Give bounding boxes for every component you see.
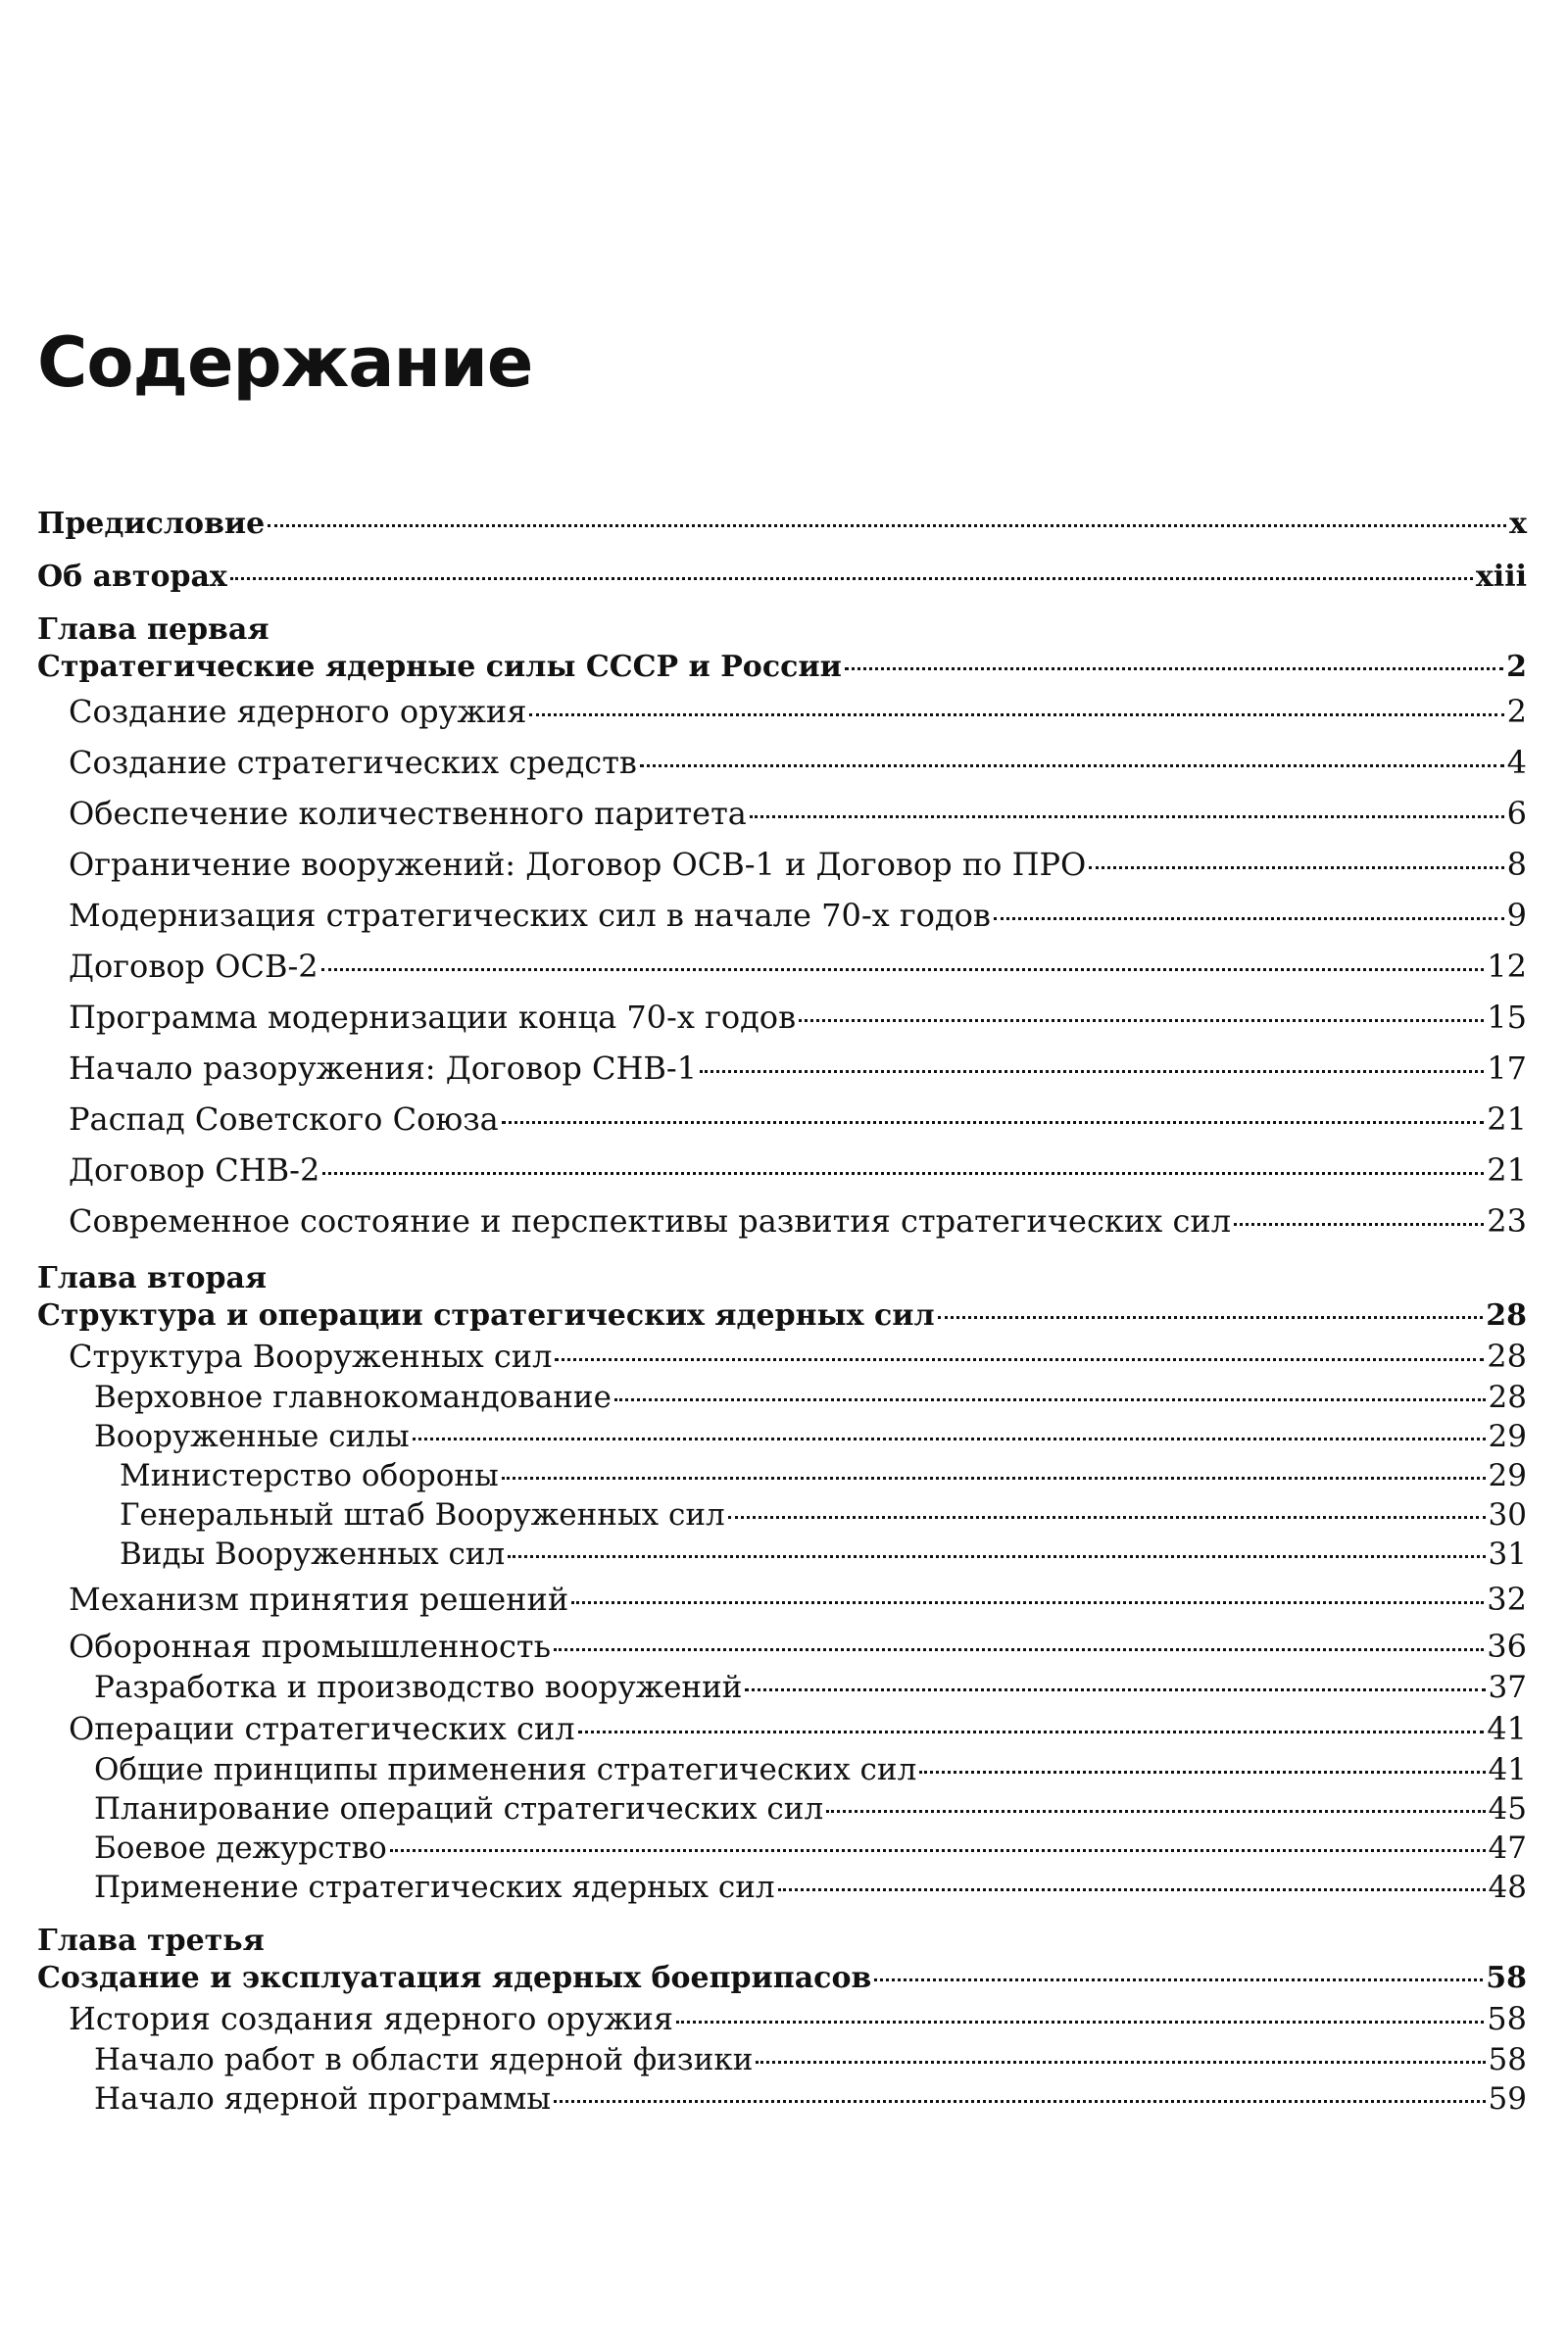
toc-page-number: 58 (1487, 2000, 1527, 2037)
toc-entry-about-authors[interactable] (37, 557, 1527, 598)
toc-entry[interactable] (37, 1707, 1527, 1750)
toc-entry-label: Вооруженные силы (94, 1419, 410, 1454)
toc-page-number: 21 (1487, 1100, 1527, 1138)
dot-leader (529, 713, 1503, 716)
toc-entry[interactable] (37, 839, 1527, 890)
toc-entry[interactable] (37, 1535, 1527, 1574)
toc-page-number: 29 (1488, 1419, 1527, 1454)
chapter-caption: Глава вторая (37, 1261, 268, 1295)
toc-entry[interactable] (37, 1997, 1527, 2040)
dot-leader (554, 1648, 1484, 1651)
toc-page-number: 21 (1487, 1151, 1527, 1189)
toc-entry-label: Обеспечение количественного паритета (69, 795, 747, 832)
table-of-contents (37, 504, 1527, 2119)
toc-entry[interactable] (37, 890, 1527, 941)
toc-entry[interactable] (37, 992, 1527, 1043)
dot-leader (413, 1438, 1486, 1440)
chapter-1 (37, 611, 1527, 1246)
dot-leader (390, 1849, 1486, 1852)
toc-entry-preface[interactable] (37, 504, 1527, 545)
toc-page-number: 31 (1488, 1537, 1527, 1572)
toc-page-number: 59 (1488, 2081, 1527, 2117)
toc-page-number: 2 (1506, 693, 1527, 730)
toc-page-number: 32 (1487, 1581, 1527, 1618)
toc-entry-label: Верховное главнокомандование (94, 1380, 612, 1415)
toc-entry-label: Об авторах (37, 560, 227, 594)
dot-leader (502, 1477, 1486, 1480)
toc-page-number: 41 (1488, 1752, 1527, 1787)
toc-entry[interactable] (37, 1196, 1527, 1246)
dot-leader (845, 667, 1503, 670)
toc-entry-label: Создание и эксплуатация ядерных боеприпасов (37, 1961, 872, 1995)
dot-leader (676, 2021, 1484, 2024)
toc-entry-label: Общие принципы применения стратегических сил (94, 1752, 917, 1787)
toc-entry-label: Механизм принятия решений (69, 1581, 569, 1618)
toc-entry-label: Создание стратегических средств (69, 744, 637, 781)
dot-leader (230, 577, 1473, 580)
toc-entry-label: Виды Вооруженных сил (120, 1537, 506, 1572)
toc-page-number: 28 (1487, 1338, 1527, 1375)
toc-entry[interactable] (37, 788, 1527, 839)
toc-entry[interactable] (37, 1043, 1527, 1094)
dot-leader (728, 1516, 1486, 1519)
toc-entry[interactable] (37, 1868, 1527, 1907)
dot-leader (778, 1888, 1486, 1891)
toc-entry-label: Структура Вооруженных сил (69, 1338, 553, 1375)
dot-leader (578, 1731, 1485, 1733)
dot-leader (640, 764, 1504, 767)
toc-entry[interactable] (37, 737, 1527, 788)
toc-page-number: 30 (1488, 1497, 1527, 1533)
toc-entry-label: Начало разоружения: Договор СНВ-1 (69, 1049, 698, 1087)
toc-page-number: 23 (1487, 1202, 1527, 1240)
toc-page-number: 8 (1506, 846, 1527, 883)
toc-entry[interactable] (37, 1574, 1527, 1625)
toc-entry-label: Модернизация стратегических сил в начале 70-х годов (69, 897, 991, 934)
toc-page-number: 29 (1488, 1458, 1527, 1493)
toc-entry-label: Структура и операции стратегических ядерных сил (37, 1298, 935, 1333)
dot-leader (938, 1316, 1484, 1319)
chapter-3 (37, 1923, 1527, 2119)
toc-entry[interactable] (37, 1789, 1527, 1829)
toc-entry-label: Планирование операций стратегических сил (94, 1791, 824, 1827)
toc-page-number: 58 (1488, 2042, 1527, 2077)
front-matter (37, 504, 1527, 598)
toc-entry[interactable] (37, 1495, 1527, 1535)
toc-page-number: 36 (1487, 1628, 1527, 1665)
dot-leader (750, 815, 1504, 818)
spacer (37, 545, 1527, 557)
toc-entry-label: Распад Советского Союза (69, 1100, 499, 1138)
dot-leader (994, 917, 1504, 920)
dot-leader (1234, 1223, 1484, 1226)
toc-entry[interactable] (37, 1668, 1527, 1707)
dot-leader (799, 1019, 1484, 1022)
dot-leader (571, 1601, 1484, 1604)
toc-entry[interactable] (37, 1829, 1527, 1868)
toc-entry[interactable] (37, 686, 1527, 737)
toc-page-number: 17 (1487, 1049, 1527, 1087)
toc-entry[interactable] (37, 2079, 1527, 2119)
toc-entry[interactable] (37, 1094, 1527, 1145)
dot-leader (826, 1810, 1485, 1813)
dot-leader (1089, 866, 1503, 869)
toc-page-number: 6 (1506, 795, 1527, 832)
dot-leader (919, 1771, 1485, 1774)
book-page (37, 0, 1527, 2343)
dot-leader (555, 1358, 1484, 1361)
toc-entry[interactable] (37, 2040, 1527, 2079)
toc-entry-label: Боевое дежурство (94, 1830, 387, 1866)
toc-page-number: 37 (1488, 1670, 1527, 1705)
toc-entry-label: Министерство обороны (120, 1458, 499, 1493)
toc-entry-label: Операции стратегических сил (69, 1710, 575, 1747)
toc-page-number: 47 (1488, 1830, 1527, 1866)
toc-entry-label: Договор СНВ-2 (69, 1151, 320, 1189)
dot-leader (874, 1978, 1483, 1981)
toc-page-number: 48 (1488, 1870, 1527, 1905)
toc-page-number: 45 (1488, 1791, 1527, 1827)
toc-entry-label: Применение стратегических ядерных сил (94, 1870, 775, 1905)
toc-page-number: 28 (1486, 1298, 1527, 1333)
dot-leader (554, 2100, 1486, 2103)
toc-page-number: 15 (1487, 999, 1527, 1036)
toc-page-number: 4 (1506, 744, 1527, 781)
toc-entry[interactable] (37, 941, 1527, 992)
chapter-caption: Глава первая (37, 612, 270, 647)
dot-leader (745, 1688, 1485, 1691)
toc-entry[interactable] (37, 1456, 1527, 1495)
toc-entry-label: Оборонная промышленность (69, 1628, 552, 1665)
toc-entry[interactable] (37, 1145, 1527, 1196)
toc-entry-label: Договор ОСВ-2 (69, 948, 318, 985)
toc-entry-label: Разработка и производство вооружений (94, 1670, 743, 1705)
dot-leader (322, 1172, 1484, 1175)
toc-page-number: 2 (1506, 650, 1527, 684)
toc-entry[interactable] (37, 1335, 1527, 1378)
toc-entry-label: Генеральный штаб Вооруженных сил (120, 1497, 725, 1533)
toc-entry-label: Программа модернизации конца 70-х годов (69, 999, 797, 1036)
toc-entry-label: История создания ядерного оружия (69, 2000, 674, 2037)
dot-leader (614, 1398, 1486, 1401)
toc-entry-label: Начало работ в области ядерной физики (94, 2042, 754, 2077)
toc-entry-chapter-heading[interactable] (37, 1960, 1527, 1997)
toc-entry-chapter-heading[interactable] (37, 1297, 1527, 1335)
dot-leader (756, 2061, 1485, 2064)
toc-entry-label: Начало ядерной программы (94, 2081, 552, 2117)
toc-page-number: 41 (1487, 1710, 1527, 1747)
page-title: Содержание (37, 322, 533, 403)
dot-leader (700, 1070, 1484, 1073)
toc-page-number: x (1509, 507, 1527, 541)
toc-page-number: 9 (1506, 897, 1527, 934)
toc-entry-label: Современное состояние и перспективы развития стратегических сил (69, 1202, 1232, 1240)
dot-leader (502, 1121, 1485, 1124)
toc-page-number: 28 (1488, 1380, 1527, 1415)
toc-page-number: xiii (1475, 560, 1527, 594)
toc-entry[interactable] (37, 1378, 1527, 1417)
toc-entry-label: Ограничение вооружений: Договор ОСВ-1 и Договор по ПРО (69, 846, 1087, 883)
toc-entry-label: Стратегические ядерные силы СССР и России (37, 650, 842, 684)
chapter-caption: Глава третья (37, 1924, 265, 1958)
dot-leader (268, 524, 1506, 527)
toc-entry[interactable] (37, 1625, 1527, 1668)
chapter-2 (37, 1260, 1527, 1907)
toc-entry[interactable] (37, 1750, 1527, 1789)
toc-entry-label: Создание ядерного оружия (69, 693, 527, 730)
dot-leader (321, 968, 1485, 971)
toc-entry[interactable] (37, 1417, 1527, 1456)
toc-page-number: 12 (1487, 948, 1527, 985)
dot-leader (508, 1555, 1485, 1558)
toc-entry-label: Предисловие (37, 507, 266, 541)
toc-page-number: 58 (1486, 1961, 1527, 1995)
toc-entry-chapter-heading[interactable] (37, 649, 1527, 686)
